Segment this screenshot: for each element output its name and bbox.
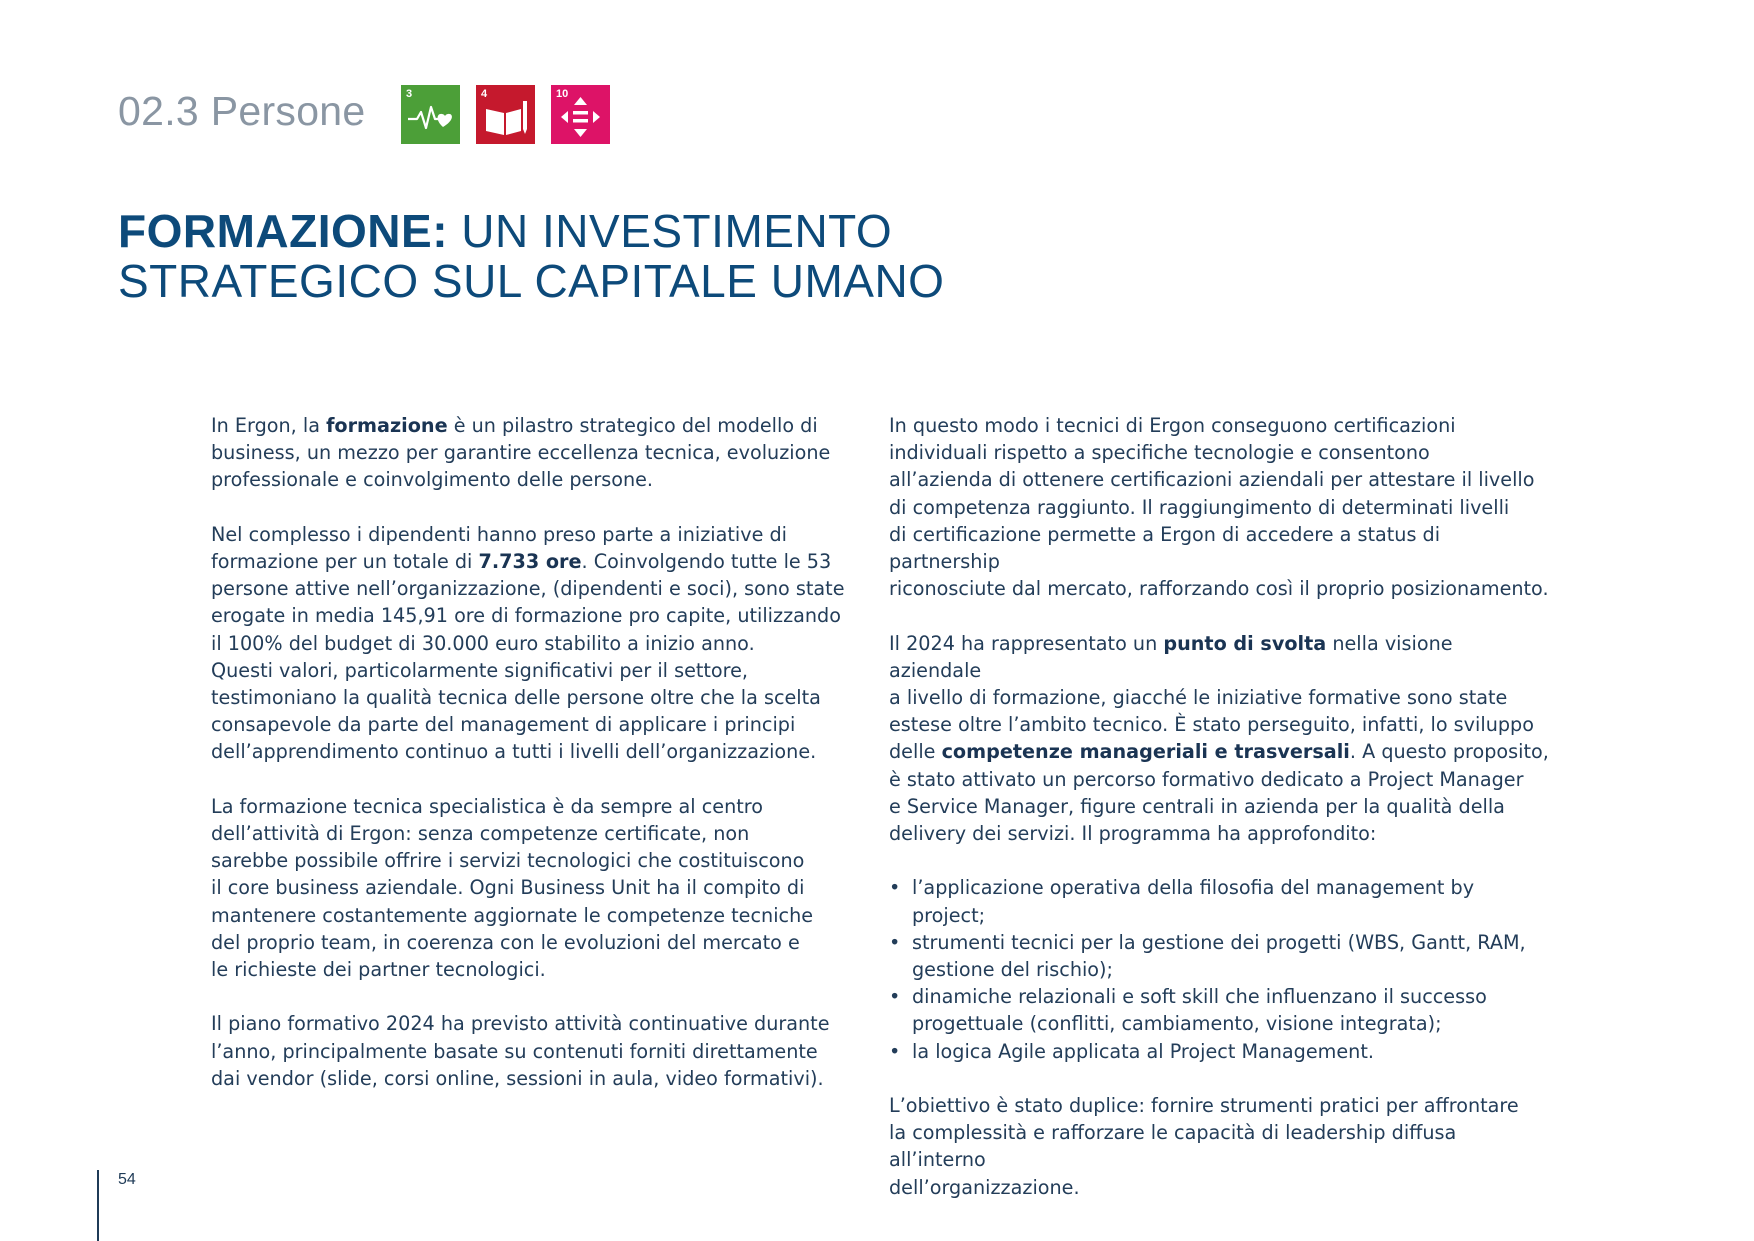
title-bold: FORMAZIONE: <box>118 205 449 257</box>
text-run: Nel complesso i dipendenti hanno preso parte a iniziative di formazione per un totale di <box>211 522 787 573</box>
page-title <box>118 206 944 306</box>
sdg-10-number: 10 <box>556 88 569 100</box>
list-item: • la logica Agile applicata al Project Management. <box>889 1038 1549 1065</box>
sdg-3-icon <box>401 85 460 144</box>
bold-text: formazione <box>326 414 448 437</box>
sdg-icons <box>401 85 610 144</box>
text-run: è un pilastro strategico del modello di business, un mezzo per garantire eccellenza tecnica, evoluzione professionale e coinvolgimento delle persone. <box>211 414 831 492</box>
bold-text: punto di svolta <box>1163 631 1327 655</box>
bold-text: 7.733 ore <box>478 550 582 573</box>
right-paragraph-3: L’obiettivo è stato duplice: fornire strumenti pratici per affrontare la complessità e rafforzare le capacità di leadership diffusa all’interno dell’organizzazione. <box>889 1094 1519 1199</box>
sdg-3-number: 3 <box>406 88 413 100</box>
left-paragraph-3: La formazione tecnica specialistica è da sempre al centro dell’attività di Ergon: senza competenze certificate, non sarebbe possibile offrire i servizi tecnologici che costituiscono il core business aziendale. Ogni Business Unit ha il compito di mantenere costantemente aggiornate le competenze tecniche del proprio team, in coerenza con le evoluzioni del mercato e le richieste dei partner tecnologici. <box>211 794 814 982</box>
text-run: . A questo proposito, è stato attivato un percorso formativo dedicato a Project Manager e Service Manager, figure centrali in azienda per la qualità della delivery dei servizi. Il programma ha approfondito: <box>889 740 1549 846</box>
right-column <box>889 412 1549 1228</box>
title-rest: UN INVESTIMENTO <box>448 205 893 257</box>
left-paragraph-1 <box>211 412 851 494</box>
footer-divider <box>97 1170 99 1241</box>
right-paragraph-1: In questo modo i tecnici di Ergon conseguono certificazioni individuali rispetto a specifiche tecnologie e consentono all’azienda di ottenere certificazioni aziendali per attestare il livello di competenza raggiunto. Il raggiungimento di determinati livelli di certificazione permette a Ergon di accedere a status di partnership riconosciute dal mercato, rafforzando così il proprio posizionamento. <box>889 414 1549 601</box>
title-line2: STRATEGICO SUL CAPITALE UMANO <box>118 255 945 307</box>
sdg-4-icon <box>476 85 535 144</box>
right-paragraph-2 <box>889 630 1549 848</box>
sdg-10-icon <box>551 85 610 144</box>
list-item: • l’applicazione operativa della filosofia del management by project; <box>889 874 1549 928</box>
text-run: . Coinvolgendo tutte le 53 persone attive nell’organizzazione, (dipendenti e soci), sono state erogate in media 145,91 ore di formazione pro capite, utilizzando il 100% del budget di 30.000 euro stabilito a inizio anno. Questi valori, particolarmente significativi per il settore, testimoniano la qualità tecnica delle persone oltre che la scelta consapevole da parte del management di applicare i principi dell’apprendimento continuo a tutti i livelli dell’organizzazione. <box>211 550 845 764</box>
left-paragraph-2 <box>211 521 851 766</box>
left-column <box>211 412 851 1119</box>
bold-text: competenze manageriali e trasversali <box>941 740 1350 764</box>
page-number: 54 <box>118 1171 136 1188</box>
list-item: • dinamiche relazionali e soft skill che influenzano il successo progettuale (conflitti, cambiamento, visione integrata); <box>889 983 1549 1037</box>
bullet-list <box>889 874 1549 1064</box>
text-run: In Ergon, la <box>211 414 327 437</box>
text-run: nella visione aziendale a livello di formazione, giacché le iniziative formative sono state estese oltre l’ambito tecnico. È stato perseguito, infatti, lo sviluppo delle <box>889 631 1534 764</box>
left-paragraph-4: Il piano formativo 2024 ha previsto attività continuative durante l’anno, principalmente basate su contenuti forniti direttamente dai vendor (slide, corsi online, sessioni in aula, video formativi). <box>211 1012 830 1090</box>
sdg-4-number: 4 <box>481 88 488 100</box>
section-label: 02.3 Persone <box>118 88 366 134</box>
text-run: Il 2024 ha rappresentato un <box>889 631 1164 655</box>
list-item: • strumenti tecnici per la gestione dei progetti (WBS, Gantt, RAM, gestione del rischio); <box>889 929 1549 983</box>
